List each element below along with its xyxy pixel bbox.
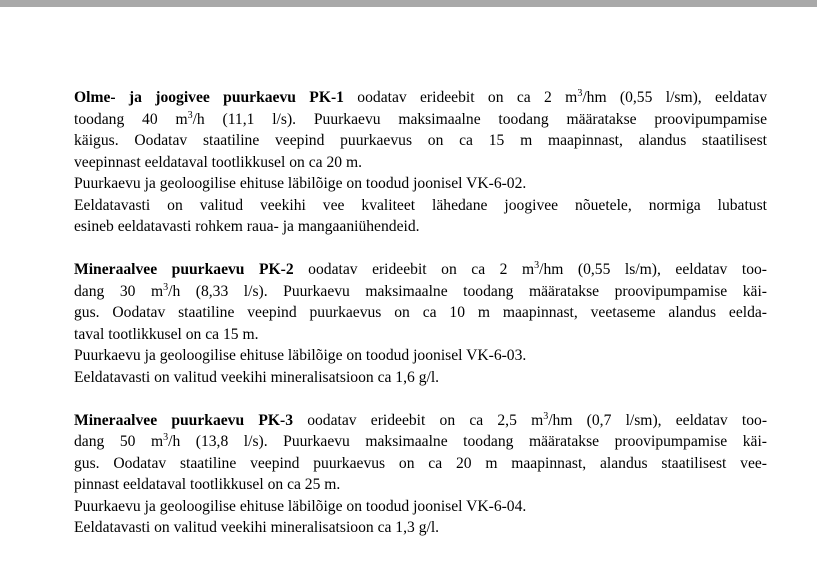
text-line: esineb eeldatavasti rohkem raua- ja mangaaniühendeid. (74, 218, 420, 235)
text-line: Puurkaevu ja geoloogilise ehituse läbilõige on toodud joonisel VK-6-03. (74, 347, 527, 364)
text-line: pinnast eeldataval tootlikkusel on ca 25 m. (74, 476, 341, 493)
text-line: dang 30 $m^3/h$ (8,33 l/s). Puurkaevu maksimaalne toodang määratakse proovipumpamise käi- (74, 281, 767, 300)
paragraph-gap (74, 238, 767, 260)
text-line: toodang 40 $m^3/h$ (11,1 l/s). Puurkaevu maksimaalne toodang määratakse proovipumpamise (74, 109, 767, 128)
text-line: gus. Oodatav staatiline veepind puurkaevus on ca 20 m maapinnast, alandus staatilisest vee- (74, 454, 767, 472)
section-pk2 (74, 259, 767, 388)
section-heading: Mineraalvee puurkaevu PK-2 (74, 261, 294, 278)
text-line: dang 50 $m^3/h$ (13,8 l/s). Puurkaevu maksimaalne toodang määratakse proovipumpamise käi- (74, 432, 767, 450)
text-line: Eeldatavasti on valitud veekihi mineralisatsioon ca 1,3 g/l. (74, 519, 440, 536)
document-body (74, 87, 767, 539)
text-line: Eeldatavasti on valitud veekihi vee kvaliteet lähedane joogivee nõuetele, normiga lubatust (74, 196, 767, 214)
text-line: Eeldatavasti on valitud veekihi mineralisatsioon ca 1,6 g/l. (74, 368, 440, 386)
section-heading: Mineraalvee puurkaevu PK-3 (74, 411, 293, 429)
section-pk1 (74, 87, 767, 238)
window-top-border (0, 0, 817, 7)
text-line: Puurkaevu ja geoloogilise ehituse läbilõige on toodud joonisel VK-6-02. (74, 175, 527, 192)
section-pk3 (74, 410, 767, 539)
section-heading: Olme- ja joogivee puurkaevu PK-1 (74, 89, 344, 106)
text-line: Mineraalvee puurkaevu PK-3 oodatav erideebit on ca 2,5 $m^3/hm$ (0,7 l/sm), eeldatav too- (74, 410, 768, 429)
text-line: veepinnast eeldataval tootlikkusel on ca 20 m. (74, 153, 362, 171)
text-line: gus. Oodatav staatiline veepind puurkaevus on ca 10 m maapinnast, veetaseme alandus eelda- (74, 304, 767, 321)
text-line: Olme- ja joogivee puurkaevu PK-1 oodatav erideebit on ca 2 $m^3/hm$ (0,55 l/sm), eeldatav (74, 88, 767, 106)
text-line: Puurkaevu ja geoloogilise ehituse läbilõige on toodud joonisel VK-6-04. (74, 497, 527, 515)
text-line: Mineraalvee puurkaevu PK-2 oodatav erideebit on ca 2 $m^3/hm$ (0,55 ls/m), eeldatav too- (74, 260, 767, 278)
text-line: taval tootlikkusel on ca 15 m. (74, 325, 259, 343)
text-line: käigus. Oodatav staatiline veepind puurkaevus on ca 15 m maapinnast, alandus staatilisest (74, 132, 767, 149)
paragraph-gap (74, 388, 767, 410)
